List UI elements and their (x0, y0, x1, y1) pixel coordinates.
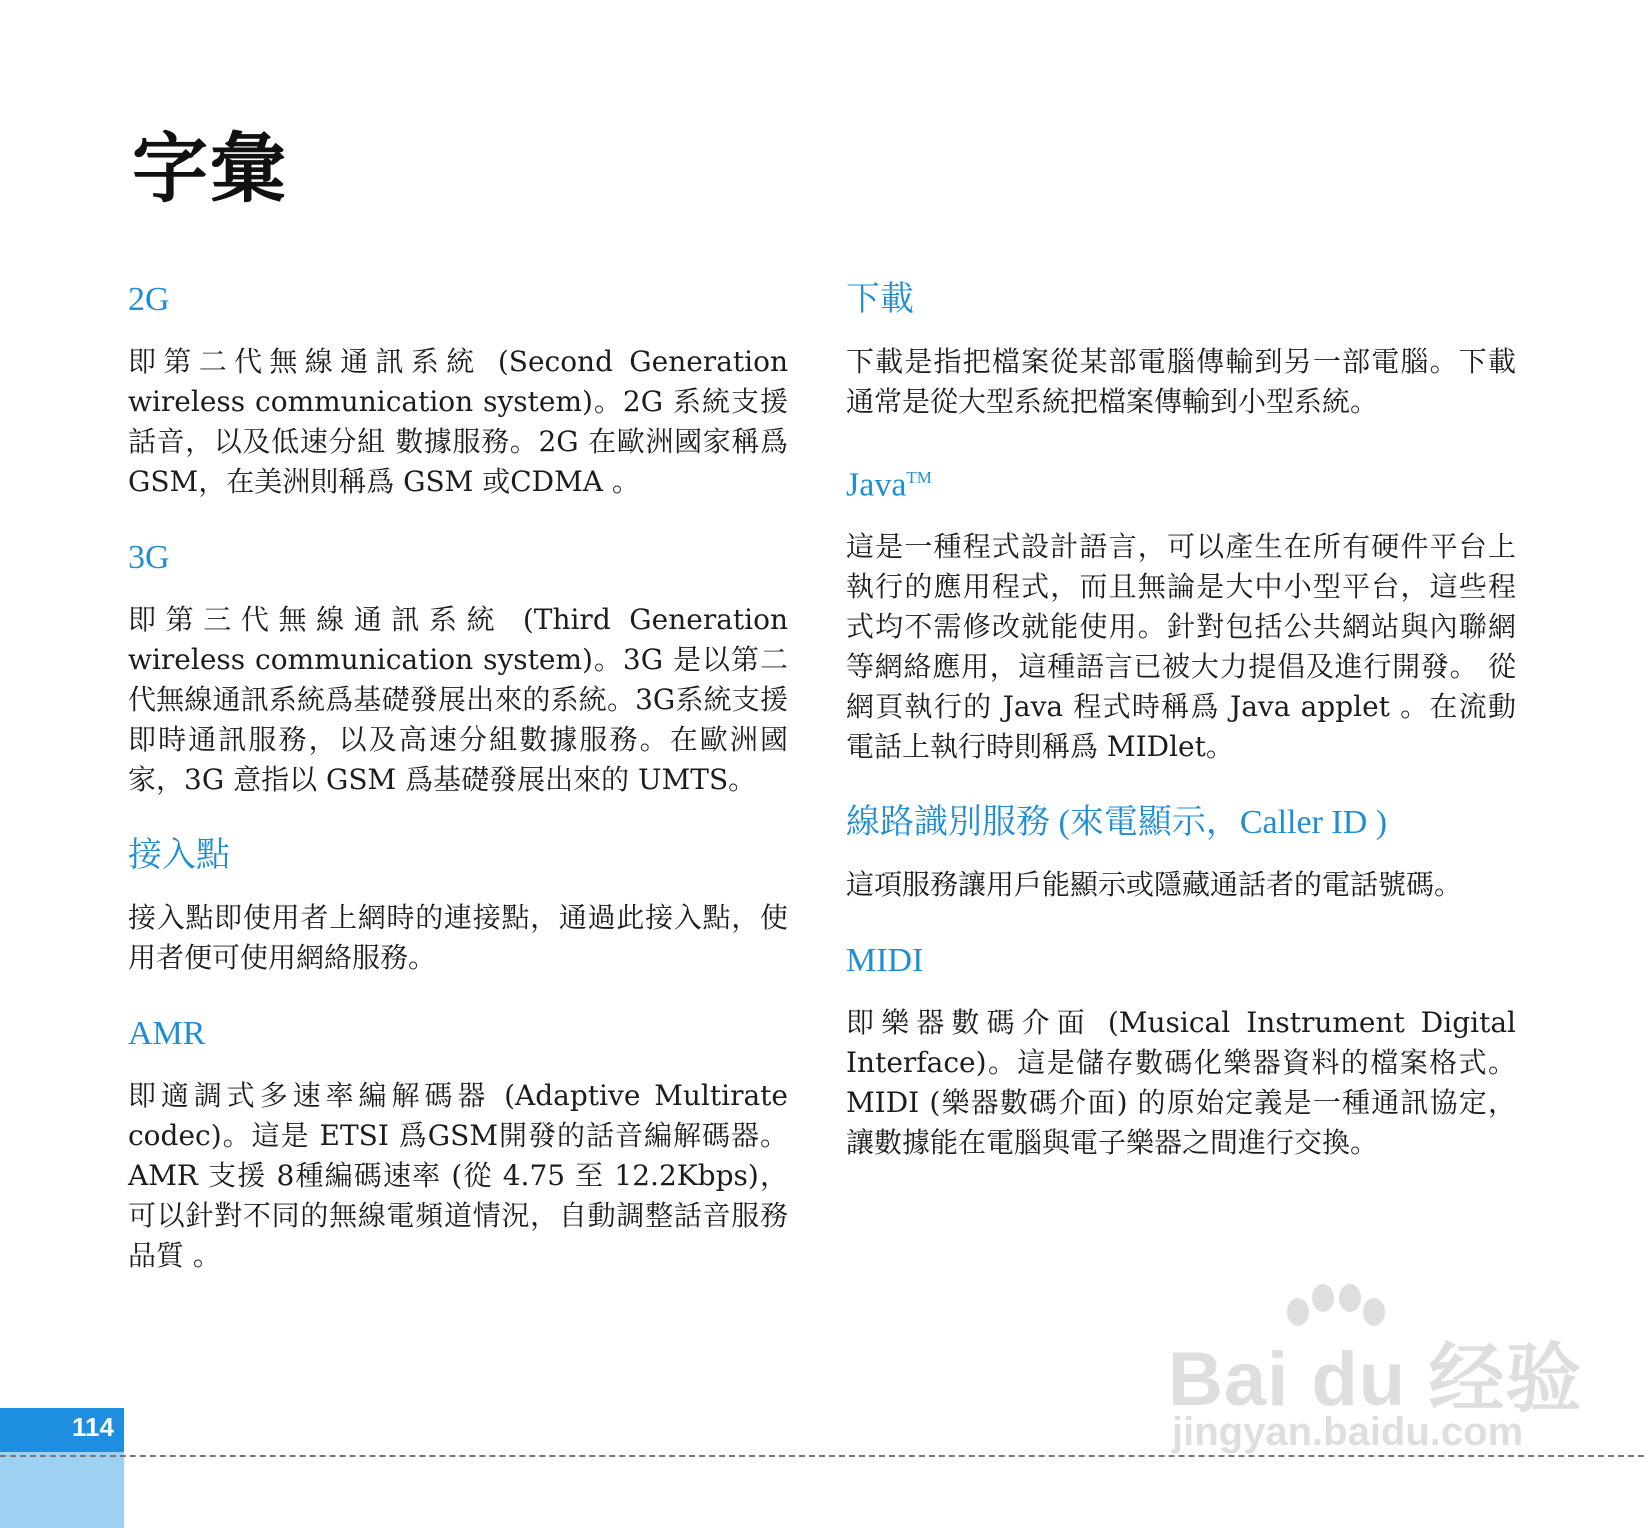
glossary-entry-download (846, 280, 1516, 422)
term-definition: 即適調式多速率編解碼器 (Adaptive Multirate codec)。這是 ETSI 爲GSM開發的話音編解碼器。AMR 支援 8種編碼速率 (從 4.75 至 12.2Kbps)，可以針對不同的無線電頻道情況，自動調整話音服務品質 。 (128, 1079, 788, 1272)
term-definition: 這是一種程式設計語言，可以產生在所有硬件平台上執行的應用程式，而且無論是大中小型平台，這些程式均不需修改就能使用。針對包括公共網站與內聯網等網絡應用，這種語言已被大力提倡及進行開發。 從網頁執行的 Java 程式時稱爲 Java applet 。在流動電話上執行時則稱爲 MIDlet。 (846, 530, 1516, 764)
term-heading: 接入點 (128, 837, 230, 874)
glossary-left-column (128, 280, 788, 1312)
trademark-mark: TM (906, 468, 932, 487)
term-definition: 即樂器數碼介面 (Musical Instrument Digital Interface)。這是儲存數碼化樂器資料的檔案格式。MIDI (樂器數碼介面) 的原始定義是一種通訊協定，讓數據能在電腦與電子樂器之間進行交換。 (846, 1006, 1516, 1160)
glossary-entry-java (846, 458, 1516, 767)
term-heading: 下載 (846, 281, 914, 318)
glossary-entry-2g (128, 280, 788, 502)
watermark-brand: Bai du 经验 (1168, 1337, 1583, 1422)
term-heading: AMR (128, 1015, 206, 1052)
term-heading: 線路識別服務 (來電顯示，Caller ID ) (846, 804, 1388, 842)
term-definition: 即第三代無線通訊系統 (Third Generation wireless communication system)。3G 是以第二代無線通訊系統爲基礎發展出來的系統。3G系統支援即時通訊服務，以及高速分組數據服務。在歐洲國家，3G 意指以 GSM 爲基礎發展出來的 UMTS。 (128, 603, 788, 796)
glossary-entry-midi (846, 941, 1516, 1163)
term-definition: 即第二代無線通訊系統 (Second Generation wireless communication system)。2G 系統支援話音，以及低速分組 數據服務。2G 在歐洲國家稱爲 GSM，在美洲則稱爲 GSM 或CDMA 。 (128, 345, 788, 498)
watermark-url: jingyan.baidu.com (1172, 1410, 1524, 1454)
glossary-entry-amr (128, 1014, 788, 1276)
glossary-entry-3g (128, 538, 788, 800)
term-definition: 這項服務讓用戶能顯示或隱藏通話者的電話號碼。 (846, 868, 1463, 902)
term-heading: 2G (128, 281, 170, 318)
page-number: 114 (72, 1412, 114, 1442)
baidu-watermark (1168, 1290, 1583, 1460)
glossary-right-column (846, 280, 1516, 1199)
term-definition: 接入點即使用者上網時的連接點，通過此接入點，使用者便可使用網絡服務。 (128, 901, 788, 974)
page-title: 字彙 (132, 124, 288, 213)
term-heading: 3G (128, 539, 170, 576)
term-heading (846, 458, 1516, 505)
term-definition: 下載是指把檔案從某部電腦傳輸到另一部電腦。下載通常是從大型系統把檔案傳輸到小型系統。 (846, 345, 1516, 418)
glossary-entry-access-point (128, 836, 788, 978)
term-heading: MIDI (846, 942, 924, 980)
glossary-entry-caller-id (846, 803, 1516, 905)
term-heading-text: Java (846, 466, 907, 504)
